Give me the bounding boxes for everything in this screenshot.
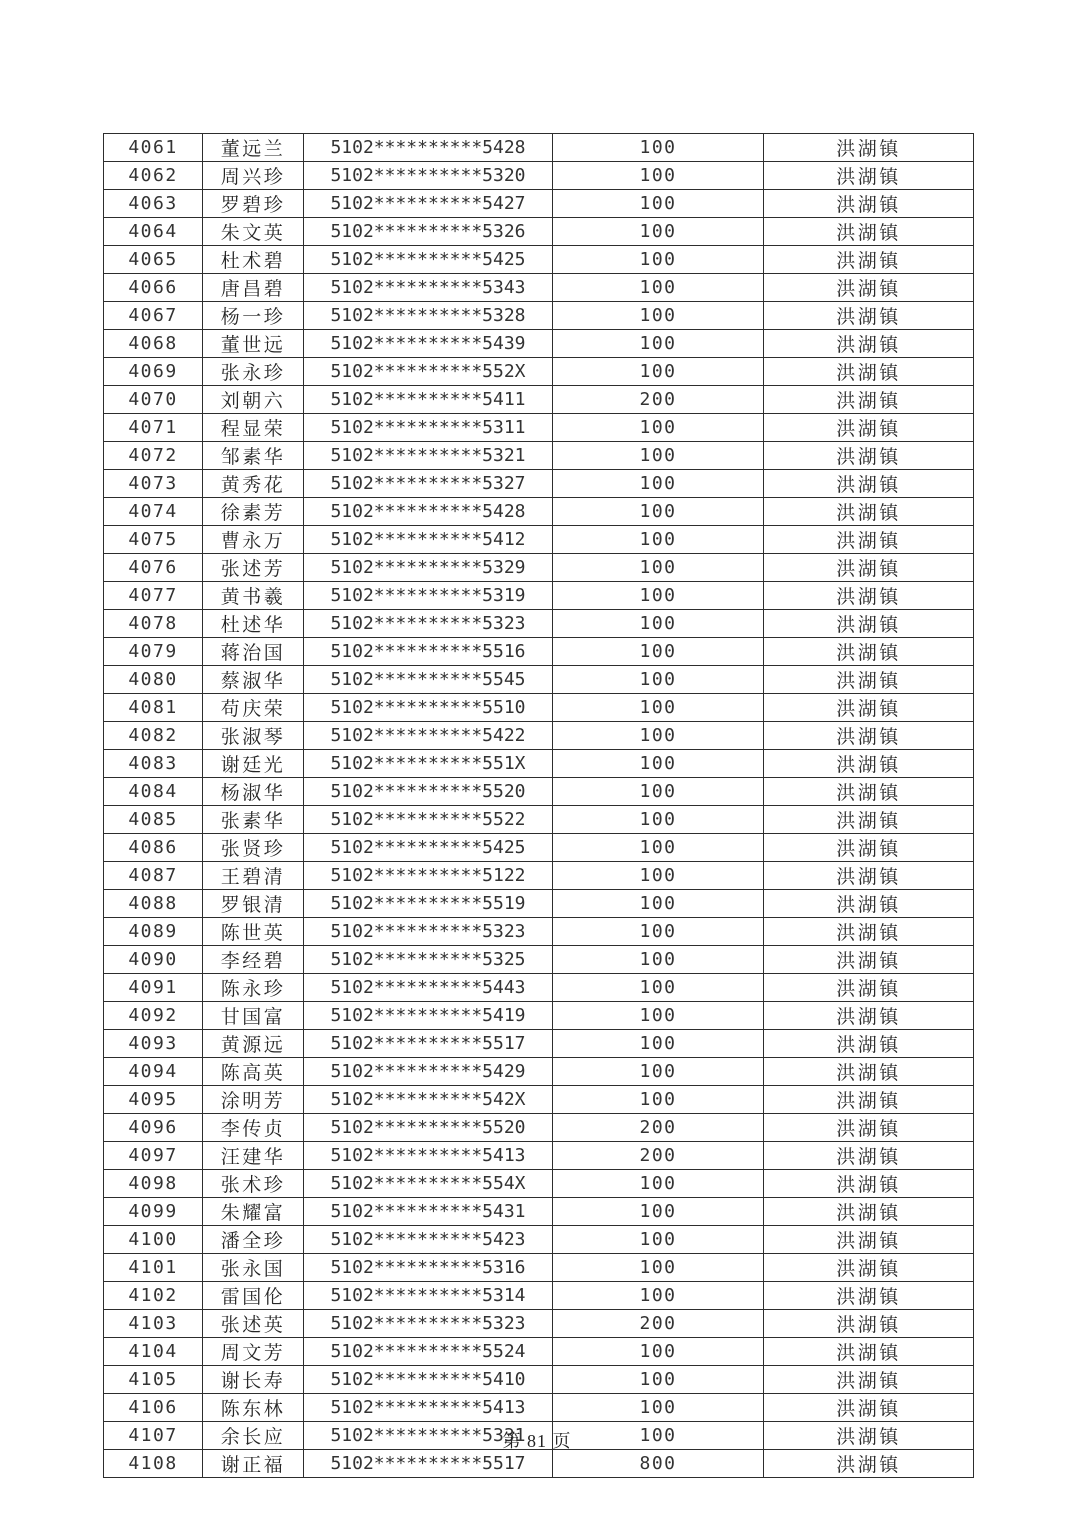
table-row: [104, 1114, 974, 1142]
cell-amount: 100: [553, 1338, 764, 1366]
cell-id-masked: 5102**********5316: [304, 1254, 553, 1282]
cell-id-masked: 5102**********5443: [304, 974, 553, 1002]
cell-seq-no: 4074: [104, 498, 203, 526]
cell-name: 罗银清: [203, 890, 304, 918]
cell-seq-no: 4064: [104, 218, 203, 246]
cell-town: 洪湖镇: [764, 302, 974, 330]
cell-town: 洪湖镇: [764, 750, 974, 778]
cell-name: 李传贞: [203, 1114, 304, 1142]
cell-amount: 100: [553, 694, 764, 722]
cell-id-masked: 5102**********5517: [304, 1030, 553, 1058]
cell-seq-no: 4094: [104, 1058, 203, 1086]
cell-amount: 100: [553, 274, 764, 302]
cell-name: 王碧清: [203, 862, 304, 890]
cell-id-masked: 5102**********5427: [304, 190, 553, 218]
cell-name: 陈永珍: [203, 974, 304, 1002]
cell-seq-no: 4086: [104, 834, 203, 862]
table-row: [104, 246, 974, 274]
table-row: [104, 974, 974, 1002]
cell-id-masked: 5102**********5412: [304, 526, 553, 554]
cell-name: 陈东林: [203, 1394, 304, 1422]
table-row: [104, 778, 974, 806]
cell-name: 张术珍: [203, 1170, 304, 1198]
table-row: [104, 1450, 974, 1478]
cell-id-masked: 5102**********5425: [304, 834, 553, 862]
cell-seq-no: 4106: [104, 1394, 203, 1422]
cell-town: 洪湖镇: [764, 414, 974, 442]
cell-town: 洪湖镇: [764, 498, 974, 526]
cell-name: 周文芳: [203, 1338, 304, 1366]
cell-amount: 100: [553, 778, 764, 806]
table-row: [104, 1170, 974, 1198]
cell-id-masked: 5102**********5327: [304, 470, 553, 498]
cell-town: 洪湖镇: [764, 1422, 974, 1450]
cell-town: 洪湖镇: [764, 1114, 974, 1142]
cell-name: 朱耀富: [203, 1198, 304, 1226]
cell-seq-no: 4065: [104, 246, 203, 274]
table-row: [104, 694, 974, 722]
cell-id-masked: 5102**********5325: [304, 946, 553, 974]
cell-amount: 100: [553, 554, 764, 582]
cell-amount: 100: [553, 498, 764, 526]
cell-seq-no: 4085: [104, 806, 203, 834]
table-row: [104, 834, 974, 862]
cell-amount: 100: [553, 610, 764, 638]
table-row: [104, 302, 974, 330]
cell-seq-no: 4089: [104, 918, 203, 946]
cell-seq-no: 4100: [104, 1226, 203, 1254]
cell-name: 苟庆荣: [203, 694, 304, 722]
cell-name: 甘国富: [203, 1002, 304, 1030]
cell-id-masked: 5102**********551X: [304, 750, 553, 778]
cell-name: 黄秀花: [203, 470, 304, 498]
cell-amount: 100: [553, 470, 764, 498]
table-row: [104, 526, 974, 554]
cell-town: 洪湖镇: [764, 1394, 974, 1422]
cell-town: 洪湖镇: [764, 834, 974, 862]
table-row: [104, 582, 974, 610]
cell-town: 洪湖镇: [764, 778, 974, 806]
cell-seq-no: 4078: [104, 610, 203, 638]
cell-name: 陈世英: [203, 918, 304, 946]
cell-name: 杨淑华: [203, 778, 304, 806]
table-row: [104, 862, 974, 890]
cell-name: 雷国伦: [203, 1282, 304, 1310]
cell-id-masked: 5102**********5323: [304, 918, 553, 946]
cell-amount: 100: [553, 1394, 764, 1422]
cell-seq-no: 4084: [104, 778, 203, 806]
table-row: [104, 554, 974, 582]
table-row: [104, 442, 974, 470]
cell-amount: 100: [553, 358, 764, 386]
table-row: [104, 918, 974, 946]
cell-seq-no: 4062: [104, 162, 203, 190]
cell-amount: 100: [553, 722, 764, 750]
cell-amount: 100: [553, 750, 764, 778]
cell-town: 洪湖镇: [764, 1338, 974, 1366]
cell-amount: 100: [553, 414, 764, 442]
page-number: 第 81 页: [502, 1431, 572, 1451]
cell-name: 杜术碧: [203, 246, 304, 274]
table-row: [104, 1002, 974, 1030]
cell-town: 洪湖镇: [764, 722, 974, 750]
cell-town: 洪湖镇: [764, 1002, 974, 1030]
cell-town: 洪湖镇: [764, 1086, 974, 1114]
table-row: [104, 1226, 974, 1254]
cell-amount: 100: [553, 162, 764, 190]
cell-amount: 100: [553, 442, 764, 470]
cell-town: 洪湖镇: [764, 694, 974, 722]
cell-name: 张述芳: [203, 554, 304, 582]
table-row: [104, 358, 974, 386]
cell-name: 朱文英: [203, 218, 304, 246]
cell-id-masked: 5102**********5425: [304, 246, 553, 274]
cell-amount: 100: [553, 638, 764, 666]
table-row: [104, 1310, 974, 1338]
cell-amount: 100: [553, 218, 764, 246]
cell-name: 刘朝六: [203, 386, 304, 414]
cell-amount: 100: [553, 918, 764, 946]
cell-seq-no: 4080: [104, 666, 203, 694]
cell-id-masked: 5102**********5428: [304, 134, 553, 162]
cell-amount: 100: [553, 974, 764, 1002]
cell-seq-no: 4105: [104, 1366, 203, 1394]
cell-name: 董世远: [203, 330, 304, 358]
table-row: [104, 134, 974, 162]
table-row: [104, 890, 974, 918]
cell-name: 程显荣: [203, 414, 304, 442]
table-row: [104, 218, 974, 246]
table-row: [104, 386, 974, 414]
cell-amount: 100: [553, 526, 764, 554]
cell-amount: 100: [553, 1254, 764, 1282]
cell-town: 洪湖镇: [764, 610, 974, 638]
cell-amount: 100: [553, 134, 764, 162]
cell-id-masked: 5102**********5516: [304, 638, 553, 666]
cell-town: 洪湖镇: [764, 666, 974, 694]
table-row: [104, 666, 974, 694]
cell-id-masked: 5102**********5122: [304, 862, 553, 890]
cell-name: 陈高英: [203, 1058, 304, 1086]
cell-name: 谢正福: [203, 1450, 304, 1478]
cell-seq-no: 4088: [104, 890, 203, 918]
cell-amount: 100: [553, 890, 764, 918]
cell-town: 洪湖镇: [764, 442, 974, 470]
cell-seq-no: 4093: [104, 1030, 203, 1058]
table-row: [104, 1198, 974, 1226]
cell-name: 余长应: [203, 1422, 304, 1450]
cell-seq-no: 4107: [104, 1422, 203, 1450]
cell-amount: 100: [553, 1002, 764, 1030]
cell-name: 张素华: [203, 806, 304, 834]
table-row: [104, 638, 974, 666]
cell-town: 洪湖镇: [764, 470, 974, 498]
cell-id-masked: 5102**********5331: [304, 1422, 553, 1450]
cell-id-masked: 5102**********552X: [304, 358, 553, 386]
cell-id-masked: 5102**********5413: [304, 1142, 553, 1170]
cell-seq-no: 4063: [104, 190, 203, 218]
cell-amount: 100: [553, 1030, 764, 1058]
cell-id-masked: 5102**********5314: [304, 1282, 553, 1310]
cell-name: 周兴珍: [203, 162, 304, 190]
cell-seq-no: 4101: [104, 1254, 203, 1282]
cell-name: 邹素华: [203, 442, 304, 470]
table-row: [104, 190, 974, 218]
cell-id-masked: 5102**********5423: [304, 1226, 553, 1254]
table-row: [104, 1394, 974, 1422]
cell-seq-no: 4076: [104, 554, 203, 582]
table-row: [104, 330, 974, 358]
cell-name: 杜述华: [203, 610, 304, 638]
cell-seq-no: 4068: [104, 330, 203, 358]
cell-town: 洪湖镇: [764, 246, 974, 274]
cell-amount: 100: [553, 1170, 764, 1198]
cell-seq-no: 4079: [104, 638, 203, 666]
table-row: [104, 470, 974, 498]
cell-seq-no: 4066: [104, 274, 203, 302]
cell-amount: 100: [553, 1282, 764, 1310]
cell-id-masked: 5102**********5429: [304, 1058, 553, 1086]
cell-amount: 100: [553, 246, 764, 274]
cell-id-masked: 5102**********5411: [304, 386, 553, 414]
cell-name: 董远兰: [203, 134, 304, 162]
cell-name: 黄源远: [203, 1030, 304, 1058]
cell-id-masked: 5102**********5321: [304, 442, 553, 470]
cell-town: 洪湖镇: [764, 946, 974, 974]
cell-name: 涂明芳: [203, 1086, 304, 1114]
cell-id-masked: 5102**********5319: [304, 582, 553, 610]
cell-id-masked: 5102**********542X: [304, 1086, 553, 1114]
cell-town: 洪湖镇: [764, 1198, 974, 1226]
cell-id-masked: 5102**********5413: [304, 1394, 553, 1422]
cell-amount: 200: [553, 1114, 764, 1142]
cell-id-masked: 5102**********5329: [304, 554, 553, 582]
cell-name: 李经碧: [203, 946, 304, 974]
table-row: [104, 1366, 974, 1394]
cell-amount: 200: [553, 1310, 764, 1338]
cell-seq-no: 4092: [104, 1002, 203, 1030]
cell-town: 洪湖镇: [764, 1450, 974, 1478]
cell-name: 张贤珍: [203, 834, 304, 862]
cell-seq-no: 4073: [104, 470, 203, 498]
cell-town: 洪湖镇: [764, 918, 974, 946]
table-row: [104, 722, 974, 750]
cell-seq-no: 4091: [104, 974, 203, 1002]
cell-name: 谢长寿: [203, 1366, 304, 1394]
cell-name: 张永珍: [203, 358, 304, 386]
cell-seq-no: 4098: [104, 1170, 203, 1198]
cell-id-masked: 5102**********5519: [304, 890, 553, 918]
cell-amount: 100: [553, 1422, 764, 1450]
cell-name: 张淑琴: [203, 722, 304, 750]
cell-town: 洪湖镇: [764, 554, 974, 582]
cell-town: 洪湖镇: [764, 1310, 974, 1338]
table-row: [104, 1338, 974, 1366]
cell-seq-no: 4077: [104, 582, 203, 610]
cell-seq-no: 4102: [104, 1282, 203, 1310]
cell-amount: 800: [553, 1450, 764, 1478]
cell-amount: 100: [553, 834, 764, 862]
table-row: [104, 946, 974, 974]
cell-seq-no: 4104: [104, 1338, 203, 1366]
cell-amount: 100: [553, 302, 764, 330]
cell-seq-no: 4069: [104, 358, 203, 386]
cell-id-masked: 5102**********5323: [304, 610, 553, 638]
cell-name: 罗碧珍: [203, 190, 304, 218]
cell-seq-no: 4071: [104, 414, 203, 442]
cell-amount: 200: [553, 1142, 764, 1170]
cell-amount: 100: [553, 666, 764, 694]
cell-town: 洪湖镇: [764, 862, 974, 890]
cell-seq-no: 4070: [104, 386, 203, 414]
cell-town: 洪湖镇: [764, 526, 974, 554]
table-row: [104, 750, 974, 778]
cell-amount: 100: [553, 1226, 764, 1254]
cell-town: 洪湖镇: [764, 218, 974, 246]
cell-seq-no: 4082: [104, 722, 203, 750]
cell-seq-no: 4096: [104, 1114, 203, 1142]
cell-town: 洪湖镇: [764, 1170, 974, 1198]
cell-seq-no: 4103: [104, 1310, 203, 1338]
table-row: [104, 1058, 974, 1086]
cell-id-masked: 5102**********5428: [304, 498, 553, 526]
cell-id-masked: 5102**********5328: [304, 302, 553, 330]
cell-id-masked: 5102**********5522: [304, 806, 553, 834]
cell-town: 洪湖镇: [764, 890, 974, 918]
cell-name: 潘全珍: [203, 1226, 304, 1254]
cell-id-masked: 5102**********5422: [304, 722, 553, 750]
cell-town: 洪湖镇: [764, 1282, 974, 1310]
cell-town: 洪湖镇: [764, 330, 974, 358]
cell-seq-no: 4083: [104, 750, 203, 778]
table-row: [104, 162, 974, 190]
cell-id-masked: 5102**********554X: [304, 1170, 553, 1198]
cell-id-masked: 5102**********5545: [304, 666, 553, 694]
cell-town: 洪湖镇: [764, 638, 974, 666]
cell-name: 黄书羲: [203, 582, 304, 610]
table-row: [104, 610, 974, 638]
cell-seq-no: 4087: [104, 862, 203, 890]
cell-name: 唐昌碧: [203, 274, 304, 302]
cell-amount: 100: [553, 946, 764, 974]
cell-town: 洪湖镇: [764, 358, 974, 386]
cell-seq-no: 4095: [104, 1086, 203, 1114]
cell-id-masked: 5102**********5410: [304, 1366, 553, 1394]
cell-amount: 100: [553, 1058, 764, 1086]
cell-name: 杨一珍: [203, 302, 304, 330]
table-row: [104, 1282, 974, 1310]
cell-name: 汪建华: [203, 1142, 304, 1170]
table-row: [104, 498, 974, 526]
table-row: [104, 1254, 974, 1282]
cell-id-masked: 5102**********5510: [304, 694, 553, 722]
cell-town: 洪湖镇: [764, 274, 974, 302]
cell-seq-no: 4090: [104, 946, 203, 974]
cell-seq-no: 4081: [104, 694, 203, 722]
cell-amount: 100: [553, 1366, 764, 1394]
cell-id-masked: 5102**********5323: [304, 1310, 553, 1338]
cell-amount: 100: [553, 862, 764, 890]
cell-id-masked: 5102**********5524: [304, 1338, 553, 1366]
cell-name: 蒋治国: [203, 638, 304, 666]
cell-name: 张述英: [203, 1310, 304, 1338]
cell-seq-no: 4072: [104, 442, 203, 470]
cell-id-masked: 5102**********5419: [304, 1002, 553, 1030]
cell-seq-no: 4061: [104, 134, 203, 162]
cell-town: 洪湖镇: [764, 1254, 974, 1282]
table-row: [104, 1086, 974, 1114]
cell-seq-no: 4075: [104, 526, 203, 554]
cell-id-masked: 5102**********5311: [304, 414, 553, 442]
cell-id-masked: 5102**********5520: [304, 1114, 553, 1142]
cell-town: 洪湖镇: [764, 1366, 974, 1394]
cell-id-masked: 5102**********5320: [304, 162, 553, 190]
cell-seq-no: 4067: [104, 302, 203, 330]
cell-town: 洪湖镇: [764, 162, 974, 190]
cell-name: 徐素芳: [203, 498, 304, 526]
cell-town: 洪湖镇: [764, 1226, 974, 1254]
table-body: [104, 134, 974, 1478]
cell-name: 蔡淑华: [203, 666, 304, 694]
cell-town: 洪湖镇: [764, 1142, 974, 1170]
cell-id-masked: 5102**********5520: [304, 778, 553, 806]
cell-amount: 100: [553, 330, 764, 358]
table-row: [104, 1030, 974, 1058]
cell-town: 洪湖镇: [764, 386, 974, 414]
cell-name: 曹永万: [203, 526, 304, 554]
table-row: [104, 806, 974, 834]
cell-name: 谢廷光: [203, 750, 304, 778]
cell-seq-no: 4097: [104, 1142, 203, 1170]
cell-id-masked: 5102**********5517: [304, 1450, 553, 1478]
cell-amount: 100: [553, 1198, 764, 1226]
cell-name: 张永国: [203, 1254, 304, 1282]
cell-town: 洪湖镇: [764, 582, 974, 610]
cell-amount: 100: [553, 806, 764, 834]
cell-id-masked: 5102**********5439: [304, 330, 553, 358]
cell-seq-no: 4099: [104, 1198, 203, 1226]
cell-town: 洪湖镇: [764, 134, 974, 162]
table-row: [104, 1142, 974, 1170]
cell-seq-no: 4108: [104, 1450, 203, 1478]
cell-town: 洪湖镇: [764, 1030, 974, 1058]
cell-amount: 200: [553, 386, 764, 414]
cell-town: 洪湖镇: [764, 806, 974, 834]
cell-amount: 100: [553, 582, 764, 610]
cell-id-masked: 5102**********5343: [304, 274, 553, 302]
cell-town: 洪湖镇: [764, 190, 974, 218]
cell-amount: 100: [553, 1086, 764, 1114]
cell-id-masked: 5102**********5326: [304, 218, 553, 246]
cell-id-masked: 5102**********5431: [304, 1198, 553, 1226]
cell-town: 洪湖镇: [764, 974, 974, 1002]
table-row: [104, 414, 974, 442]
table-row: [104, 274, 974, 302]
beneficiary-table: [103, 133, 974, 1478]
cell-town: 洪湖镇: [764, 1058, 974, 1086]
cell-amount: 100: [553, 190, 764, 218]
